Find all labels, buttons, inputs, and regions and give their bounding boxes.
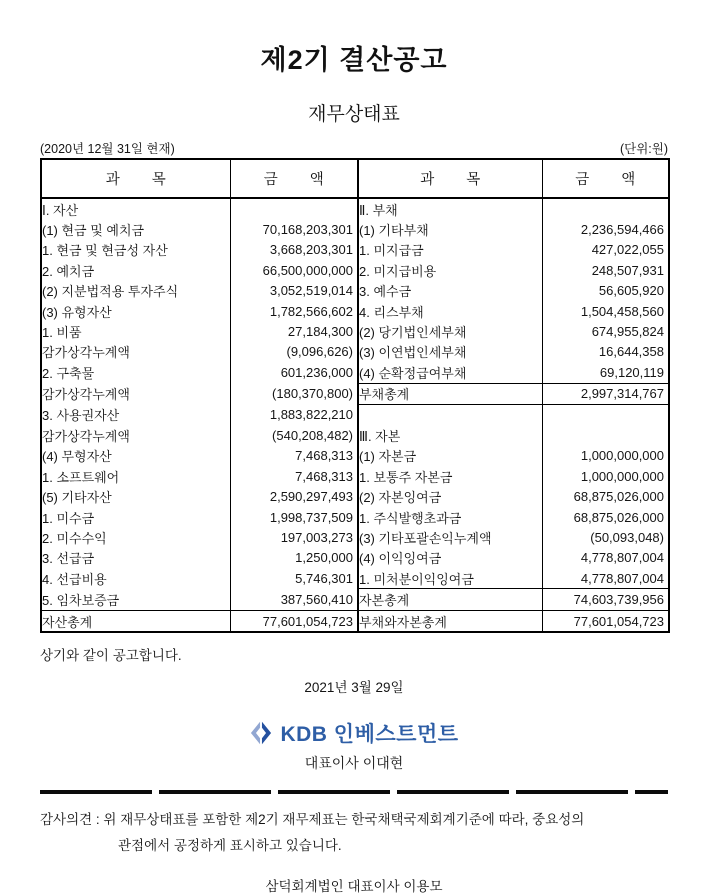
statement-subtitle: 재무상태표	[308, 104, 400, 125]
amount-cell: 56,605,920	[598, 283, 664, 299]
audit-opinion-line1: 감사의견 : 위 재무상태표를 포함한 제2기 재무제표는 한국채택국제회계기준에 따라, 중요성의	[40, 811, 585, 827]
announcement-text: 상기와 같이 공고합니다.	[40, 648, 182, 664]
account-label-cell: 2. 구축물	[41, 362, 230, 383]
kdb-diamond-icon	[249, 721, 273, 745]
table-row	[41, 342, 669, 362]
amount-cell: 427,022,055	[591, 242, 664, 258]
table-row	[41, 198, 669, 219]
amount-cell: 69,120,119	[599, 364, 664, 380]
account-label-cell: 3. 사용권자산	[41, 404, 230, 425]
table-row	[41, 446, 669, 466]
table-row	[41, 589, 669, 610]
company-name: KDB 인베스트먼트	[280, 723, 459, 747]
account-label-cell: 감가상각누계액	[41, 425, 230, 445]
table-row	[41, 425, 669, 445]
amount-cell: 16,644,358	[598, 344, 664, 360]
account-label-cell: (2) 자본잉여금	[358, 486, 542, 506]
account-label-cell: 4. 선급비용	[41, 568, 230, 589]
table-row	[41, 404, 669, 425]
amount-cell: 1,998,737,509	[230, 507, 358, 527]
table-row	[41, 486, 669, 506]
account-label-cell: (5) 기타자산	[41, 486, 230, 506]
company-logo	[40, 718, 668, 748]
amount-cell: (9,096,626)	[230, 342, 358, 362]
amount-cell: 674,955,824	[591, 324, 664, 340]
table-row	[41, 219, 669, 239]
table-row	[41, 260, 669, 280]
amount-cell: 77,601,054,723	[230, 610, 358, 632]
amount-cell: 2,590,297,493	[230, 486, 358, 506]
table-row	[41, 527, 669, 547]
account-label-cell: 2. 미수수익	[41, 527, 230, 547]
account-label-cell: (3) 유형자산	[41, 301, 230, 321]
column-header-account-right: 과 목	[358, 159, 542, 198]
amount-cell: 4,778,807,004	[580, 570, 664, 586]
amount-cell: 1,250,000	[230, 548, 358, 568]
amount-cell: 70,168,203,301	[230, 219, 358, 239]
account-label-cell: 감가상각누계액	[41, 383, 230, 404]
amount-cell: 77,601,054,723	[542, 610, 669, 632]
table-row	[41, 362, 669, 383]
account-label-cell: 3. 선급금	[41, 548, 230, 568]
section-separator-line	[40, 790, 668, 794]
account-label-cell: 1. 미수금	[41, 507, 230, 527]
account-label-cell: 1. 주식발행초과금	[358, 507, 542, 527]
account-label-cell: 부채총계	[358, 383, 542, 404]
amount-cell	[542, 198, 669, 219]
amount-cell	[542, 425, 669, 445]
account-label-cell: (4) 무형자산	[41, 446, 230, 466]
table-row	[41, 568, 669, 589]
amount-cell: (540,208,482)	[230, 425, 358, 445]
account-label-cell: (2) 당기법인세부채	[358, 321, 542, 341]
account-label-cell: 부채와자본총계	[358, 610, 542, 632]
amount-cell: 66,500,000,000	[230, 260, 358, 280]
account-label-cell: 4. 리스부채	[358, 301, 542, 321]
table-row	[41, 548, 669, 568]
column-header-amount-right: 금 액	[542, 159, 669, 198]
announcement-date: 2021년 3월 29일	[304, 680, 404, 696]
account-label-cell: 1. 보통주 자본금	[358, 466, 542, 486]
account-label-cell: 1. 소프트웨어	[41, 466, 230, 486]
account-label-cell: (4) 순확정급여부채	[358, 362, 542, 383]
audit-opinion-line2: 관점에서 공정하게 표시하고 있습니다.	[118, 837, 342, 853]
amount-cell: 1,782,566,602	[230, 301, 358, 321]
account-label-cell: Ⅰ. 자산	[41, 198, 230, 219]
amount-cell: 68,875,026,000	[573, 489, 664, 505]
as-of-date-note: (2020년 12월 31일 현재)	[40, 142, 175, 156]
table-row	[41, 240, 669, 260]
amount-cell: 74,603,739,956	[542, 589, 669, 610]
table-row	[41, 383, 669, 404]
amount-cell: 197,003,273	[230, 527, 358, 547]
amount-cell: 2,997,314,767	[542, 383, 669, 404]
account-label-cell: (3) 이연법인세부채	[358, 342, 542, 362]
account-label-cell: (4) 이익잉여금	[358, 548, 542, 568]
column-header-account-left: 과 목	[41, 159, 230, 198]
balance-sheet-table	[40, 158, 670, 633]
column-header-amount-left: 금 액	[230, 159, 358, 198]
amount-cell: 27,184,300	[230, 321, 358, 341]
account-label-cell: 3. 예수금	[358, 281, 542, 301]
account-label-cell: 자산총계	[41, 610, 230, 632]
amount-cell: 5,746,301	[230, 568, 358, 589]
amount-cell: 248,507,931	[591, 262, 664, 278]
account-label-cell: (1) 기타부채	[358, 219, 542, 239]
account-label-cell: (1) 현금 및 예치금	[41, 219, 230, 239]
table-row	[41, 466, 669, 486]
currency-unit-note: (단위:원)	[619, 142, 668, 156]
account-label-cell: 5. 임차보증금	[41, 589, 230, 610]
table-header	[41, 159, 669, 198]
page-title: 제2기 결산공고	[260, 45, 448, 75]
ceo-signature-line: 대표이사 이대현	[304, 755, 404, 772]
account-label-cell: 1. 미처분이익잉여금	[358, 568, 542, 589]
amount-cell: 601,236,000	[230, 362, 358, 383]
table-row	[41, 507, 669, 527]
account-label-cell: (3) 기타포괄손익누계액	[358, 527, 542, 547]
account-label-cell: 1. 비품	[41, 321, 230, 341]
account-label-cell: (2) 지분법적용 투자주식	[41, 281, 230, 301]
account-label-cell: 2. 예치금	[41, 260, 230, 280]
table-notes	[40, 139, 668, 157]
amount-cell: 3,668,203,301	[230, 240, 358, 260]
amount-cell: 2,236,594,466	[580, 222, 664, 238]
amount-cell: 7,468,313	[230, 446, 358, 466]
account-label-cell: 1. 미지급금	[358, 240, 542, 260]
amount-cell: 1,883,822,210	[230, 404, 358, 425]
amount-cell: (180,370,800)	[230, 383, 358, 404]
amount-cell: 1,000,000,000	[580, 468, 664, 484]
amount-cell: 1,504,458,560	[580, 303, 664, 319]
amount-cell: (50,093,048)	[590, 529, 664, 545]
account-label-cell: Ⅱ. 부채	[358, 198, 542, 219]
amount-cell: 4,778,807,004	[580, 550, 664, 566]
table-row	[41, 610, 669, 632]
account-label-cell: 1. 현금 및 현금성 자산	[41, 240, 230, 260]
balance-sheet-body	[41, 198, 669, 632]
account-label-cell: 자본총계	[358, 589, 542, 610]
auditor-signature-line: 삼덕회계법인 대표이사 이용모	[265, 878, 443, 894]
amount-cell: 387,560,410	[230, 589, 358, 610]
table-row	[41, 301, 669, 321]
account-label-cell: 2. 미지급비용	[358, 260, 542, 280]
audit-opinion-block	[40, 807, 668, 859]
header-row	[41, 159, 669, 198]
amount-cell: 68,875,026,000	[573, 509, 664, 525]
table-row	[41, 281, 669, 301]
amount-cell	[542, 404, 669, 425]
amount-cell	[230, 198, 358, 219]
account-label-cell: Ⅲ. 자본	[358, 425, 542, 445]
amount-cell: 7,468,313	[230, 466, 358, 486]
account-label-cell	[358, 404, 542, 425]
amount-cell: 1,000,000,000	[580, 448, 664, 464]
table-row	[41, 321, 669, 341]
account-label-cell: (1) 자본금	[358, 446, 542, 466]
account-label-cell: 감가상각누계액	[41, 342, 230, 362]
amount-cell: 3,052,519,014	[230, 281, 358, 301]
